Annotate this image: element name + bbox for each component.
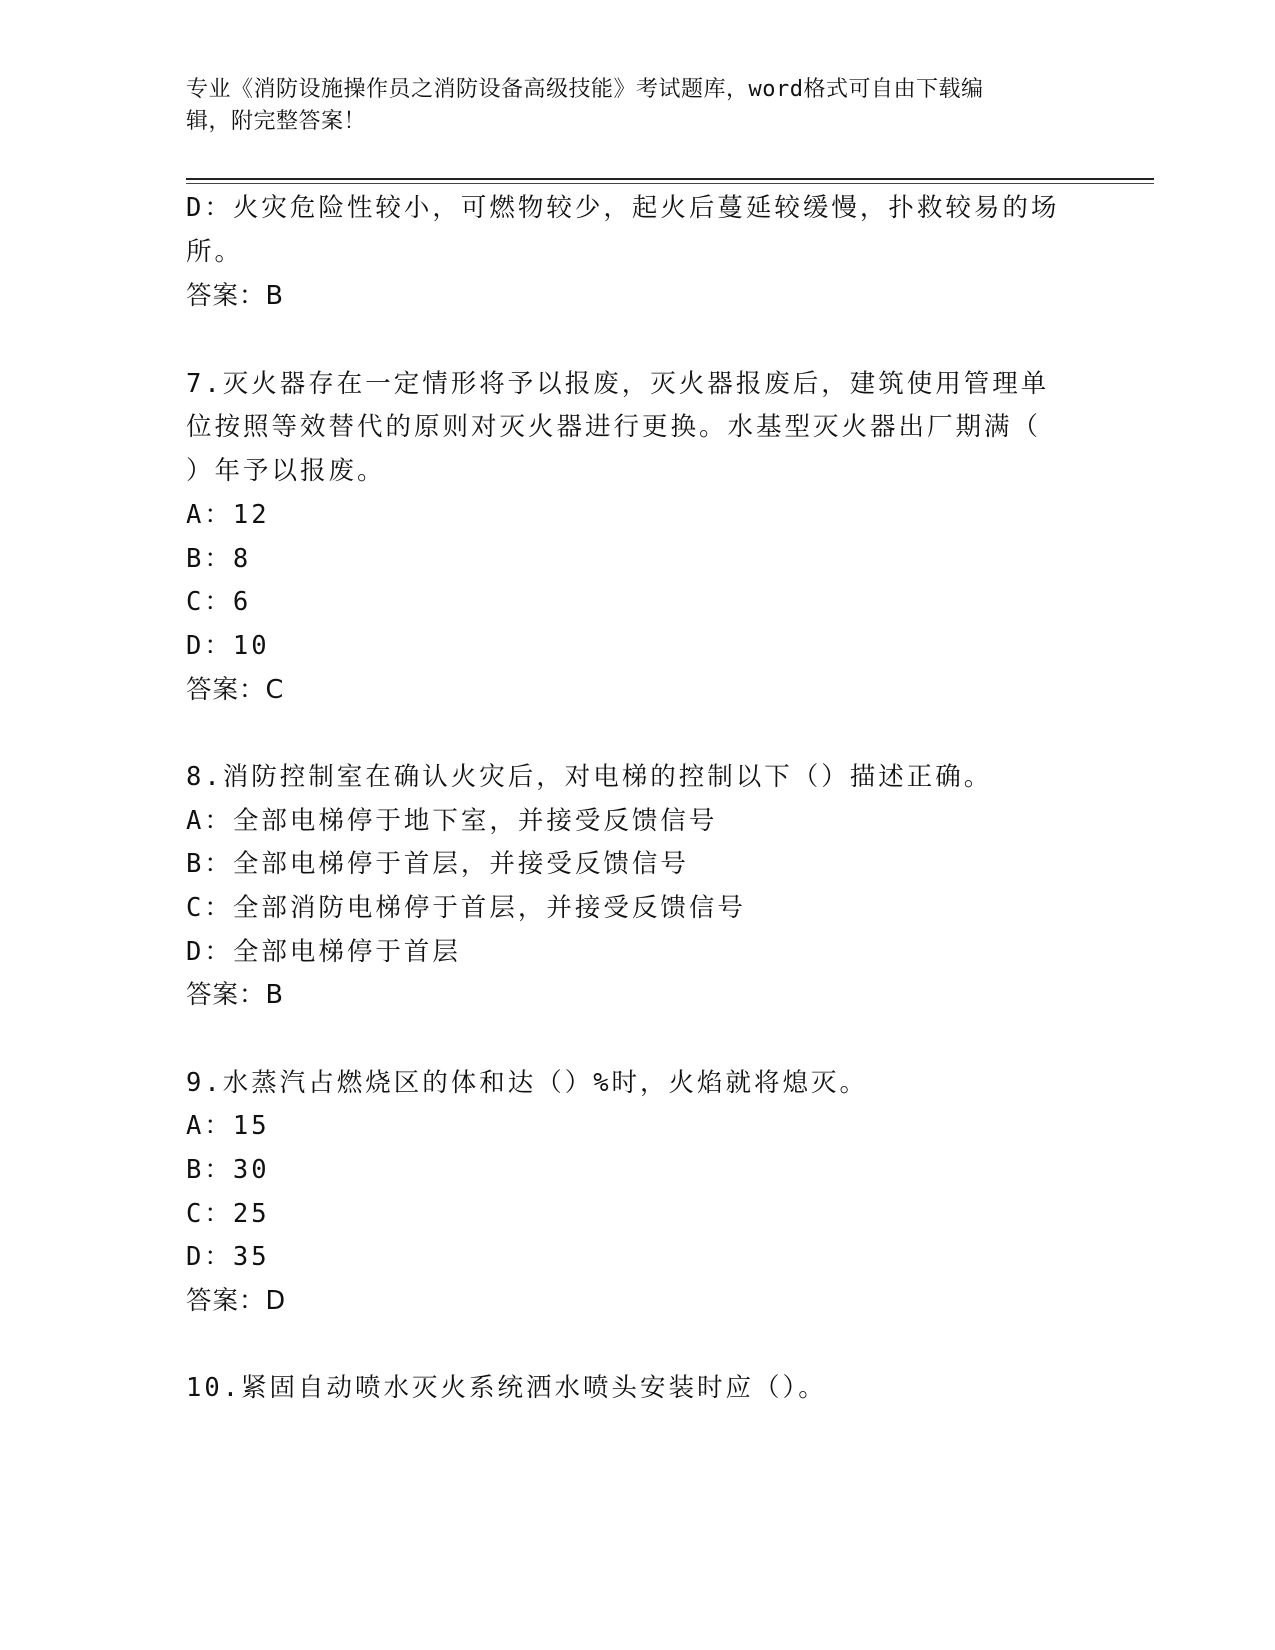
q8-stem-line-1: 8.消防控制室在确认火灾后，对电梯的控制以下（）描述正确。 bbox=[186, 762, 993, 792]
q8-option-a: A：全部电梯停于地下室，并接受反馈信号 bbox=[186, 806, 718, 836]
q8-option-d: D：全部电梯停于首层 bbox=[186, 937, 461, 967]
q7-option-c: C：6 bbox=[186, 587, 252, 617]
q7-stem-line-3: ）年予以报废。 bbox=[186, 456, 386, 486]
q8-option-b: B：全部电梯停于首层，并接受反馈信号 bbox=[186, 849, 689, 879]
q9-option-a: A：15 bbox=[186, 1111, 270, 1141]
q7-option-d: D：10 bbox=[186, 631, 270, 661]
q8-option-c: C：全部消防电梯停于首层，并接受反馈信号 bbox=[186, 893, 746, 923]
q9-option-c: C：25 bbox=[186, 1199, 270, 1229]
header-line-2: 辑，附完整答案！ bbox=[186, 109, 367, 134]
q7-stem-line-1: 7.灭火器存在一定情形将予以报废，灭火器报废后，建筑使用管理单 bbox=[186, 369, 1050, 399]
prev-option-d-line-2: 所。 bbox=[186, 237, 244, 267]
q9-option-b: B：30 bbox=[186, 1155, 270, 1185]
q8-answer: 答案：B bbox=[186, 980, 284, 1010]
header-divider-thick bbox=[186, 178, 1154, 180]
q10-stem-line-1: 10.紧固自动喷水灭火系统洒水喷头安装时应（）。 bbox=[186, 1373, 827, 1403]
header-divider-thin bbox=[186, 183, 1154, 184]
header-line-1: 专业《消防设施操作员之消防设备高级技能》考试题库，word格式可自由下载编 bbox=[186, 77, 984, 102]
q7-option-b: B：8 bbox=[186, 544, 252, 574]
q9-stem-line-1: 9.水蒸汽占燃烧区的体和达（）%时，火焰就将熄灭。 bbox=[186, 1068, 869, 1098]
q7-option-a: A：12 bbox=[186, 500, 270, 530]
q9-option-d: D：35 bbox=[186, 1242, 270, 1272]
prev-option-d-line-1: D：火灾危险性较小，可燃物较少，起火后蔓延较缓慢，扑救较易的场 bbox=[186, 193, 1060, 223]
q9-answer: 答案：D bbox=[186, 1286, 287, 1316]
q7-answer: 答案：C bbox=[186, 675, 285, 705]
prev-answer: 答案：B bbox=[186, 281, 284, 311]
q7-stem-line-2: 位按照等效替代的原则对灭火器进行更换。水基型灭火器出厂期满（ bbox=[186, 412, 1042, 442]
document-header bbox=[186, 74, 1066, 138]
